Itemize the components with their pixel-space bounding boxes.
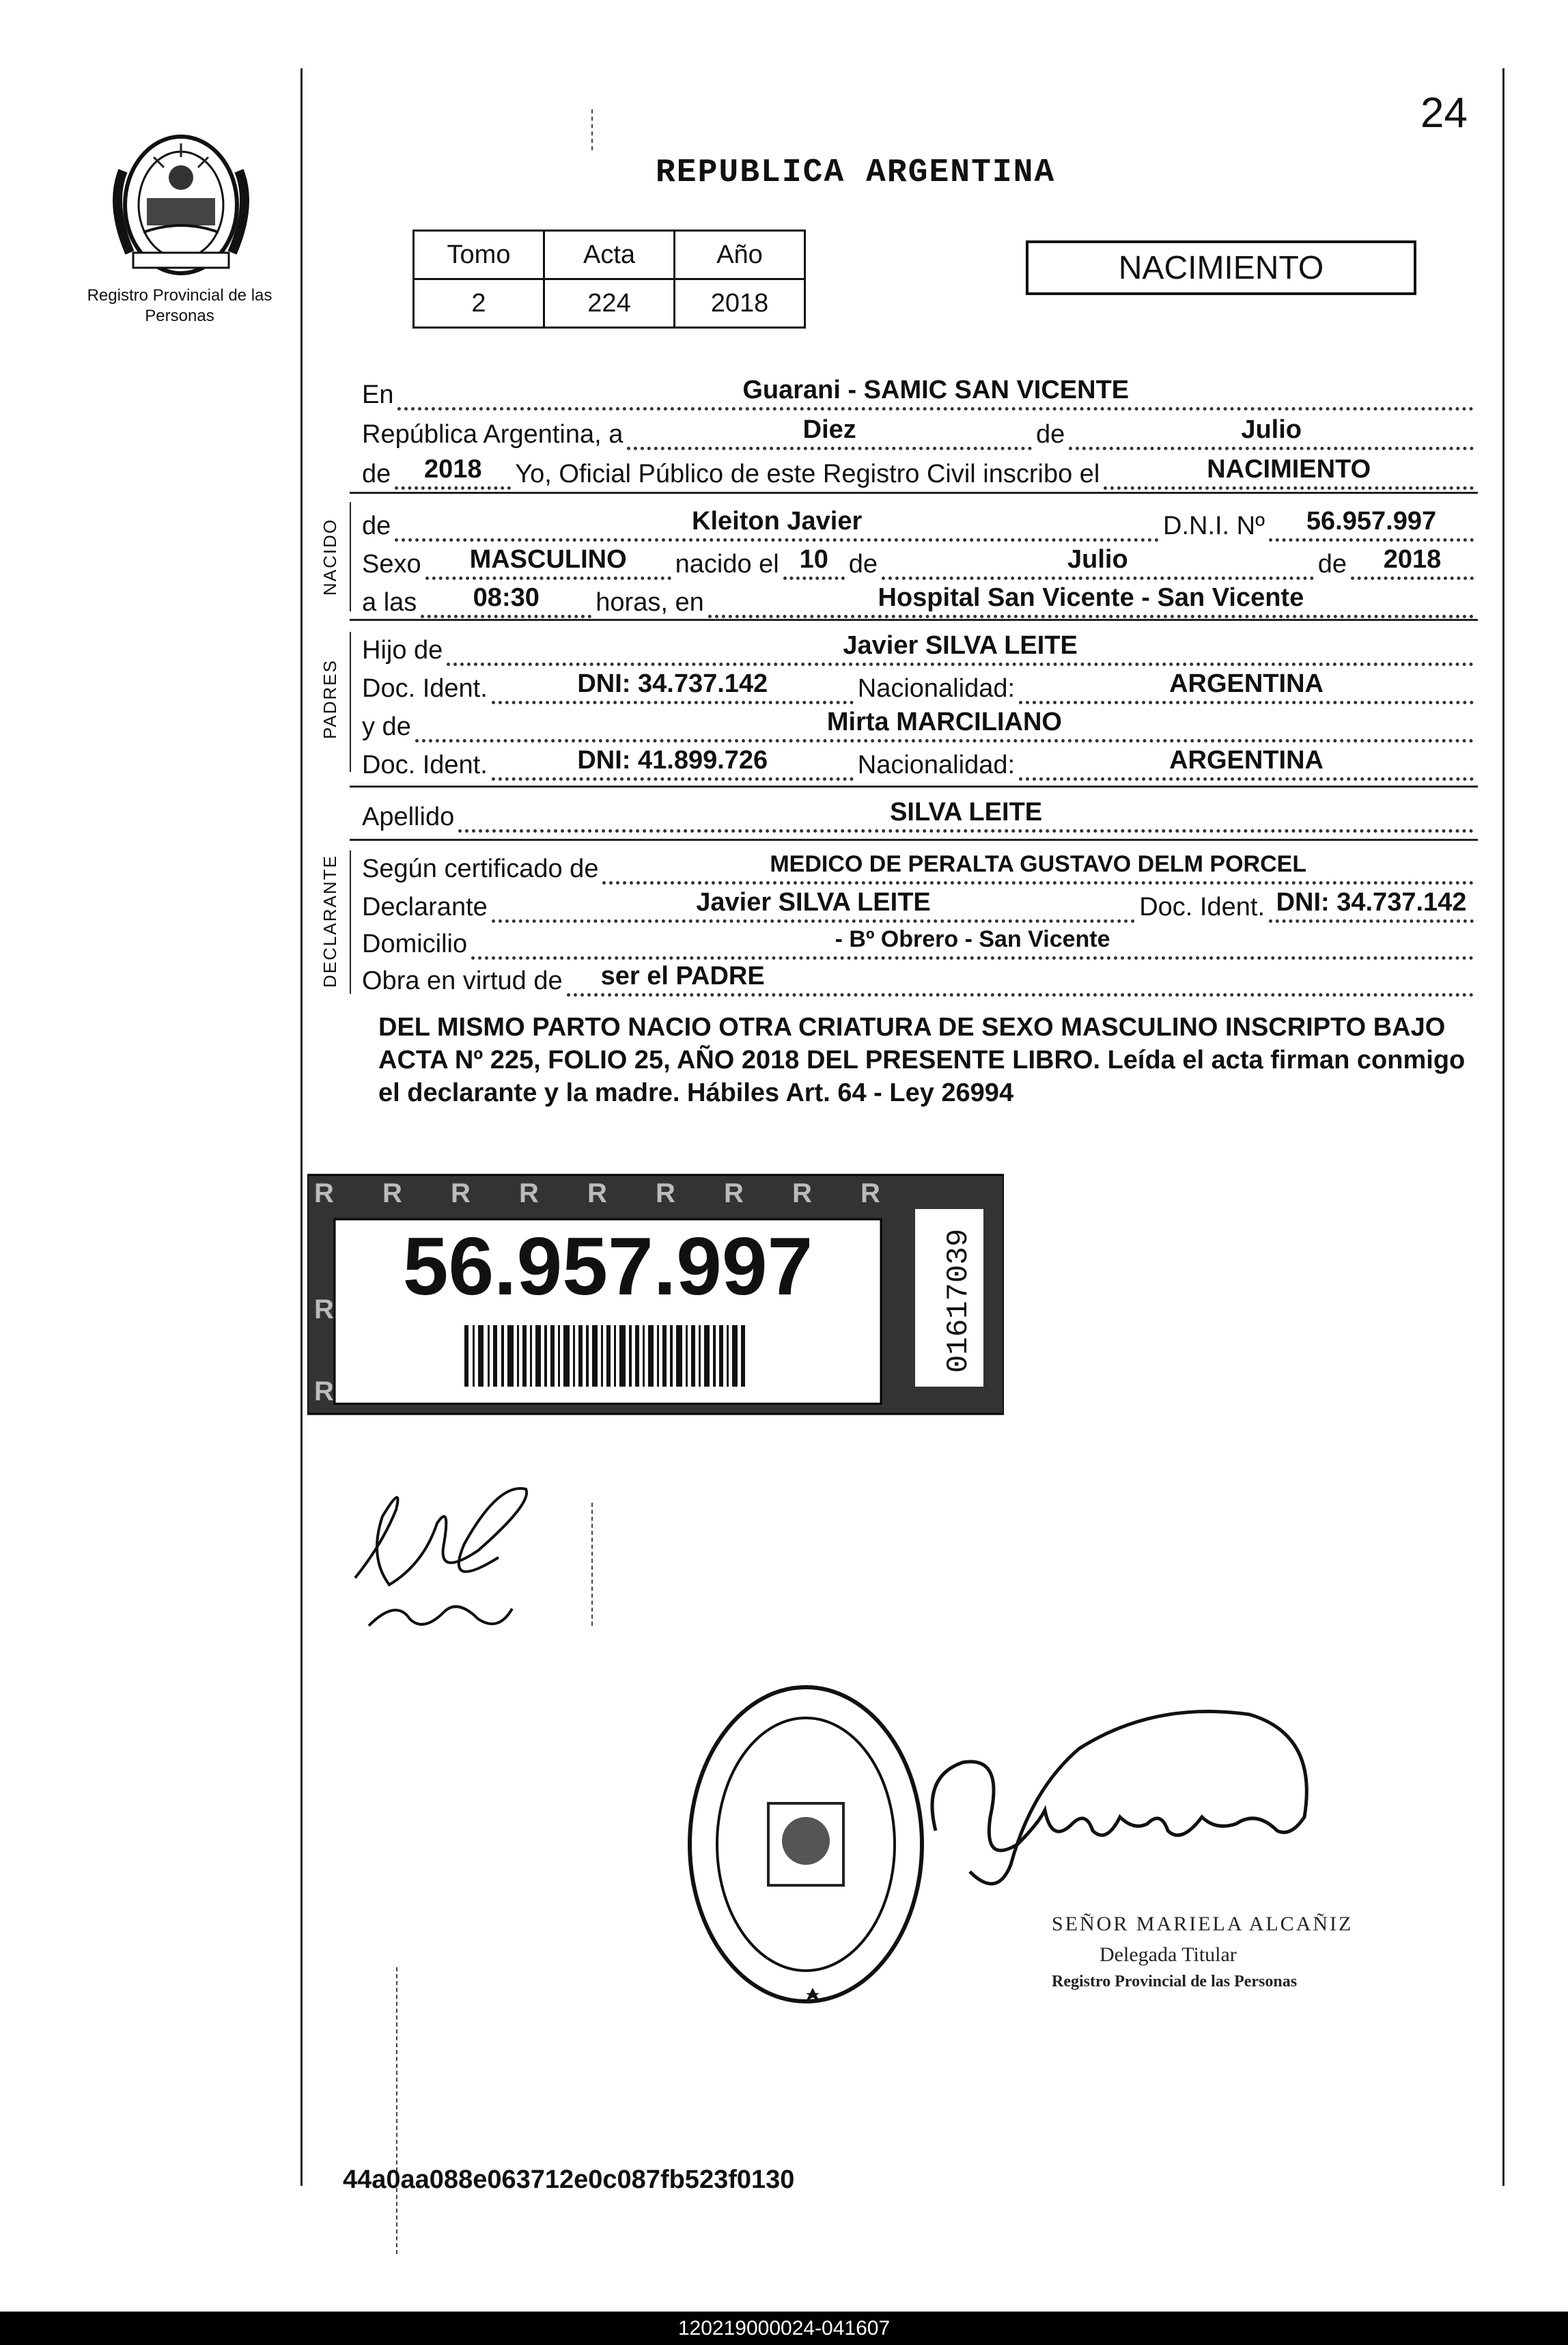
ano-header: Año: [675, 231, 805, 279]
section-divider-3: [350, 786, 1478, 788]
birth-place: Hospital San Vicente - San Vicente: [708, 582, 1474, 618]
obra-value: ser el PADRE: [567, 960, 1474, 997]
nacido-sexo-row: [362, 544, 1478, 580]
section-divider-2: [350, 619, 1478, 621]
de-label-2: de: [848, 550, 878, 579]
event-value: NACIMIENTO: [1104, 454, 1474, 490]
father-nationality-label: Nacionalidad:: [857, 674, 1016, 703]
apellido-row: [362, 796, 1478, 833]
document-title: REPUBLICA ARGENTINA: [656, 154, 1056, 191]
tomo-header: Tomo: [414, 231, 544, 279]
svg-text:R: R: [314, 1376, 334, 1406]
de-label: de: [1036, 420, 1065, 449]
tomo-value: 2: [414, 279, 544, 328]
left-margin-line: [300, 68, 303, 2186]
acta-header: Acta: [544, 231, 675, 279]
nacido-time-row: [362, 582, 1478, 618]
misiones-coat-of-arms-logo: [102, 130, 260, 280]
section-divider: [350, 492, 1478, 494]
apellido-value: SILVA LEITE: [458, 796, 1474, 833]
father-doc: DNI: 34.737.142: [492, 668, 854, 704]
date-row: [362, 414, 1478, 450]
registry-note: DEL MISMO PARTO NACIO OTRA CRIATURA DE SEXO MASCULINO INSCRIPTO BAJO ACTA Nº 225, FOLIO 25, AÑO 2018 DEL PRESENTE LIBRO. Leída el acta firman conmigo el declarante y la madre. Hábiles Art. 64 - Ley 26994: [378, 1013, 1466, 1107]
dni-label: D.N.I. Nº: [1163, 512, 1265, 540]
declarante-doc-label: Doc. Ident.: [1139, 893, 1265, 921]
birth-time: 08:30: [421, 582, 591, 618]
svg-text:R: R: [860, 1178, 880, 1208]
sticker-serial: 01617039: [942, 1228, 976, 1373]
record-type-box: NACIMIENTO: [1026, 240, 1416, 295]
horas-label: horas, en: [596, 588, 704, 617]
svg-text:R: R: [724, 1178, 744, 1208]
declarante-value: Javier SILVA LEITE: [492, 887, 1135, 923]
declarante-section-label: DECLARANTE: [320, 855, 340, 988]
mother-name: Mirta MARCILIANO: [415, 706, 1474, 743]
domicilio-label: Domicilio: [362, 930, 468, 958]
father-row: [362, 630, 1478, 666]
svg-text:R: R: [792, 1178, 812, 1208]
svg-text:R: R: [314, 1178, 334, 1208]
de-year-label: de: [362, 460, 391, 488]
father-doc-row: [362, 668, 1478, 704]
place-value: Guarani - SAMIC SAN VICENTE: [397, 374, 1474, 411]
nacido-el-label: nacido el: [675, 550, 779, 579]
nacido-section-label: NACIDO: [320, 518, 340, 596]
svg-text:R: R: [519, 1178, 539, 1208]
nacido-bracket: [350, 502, 351, 611]
hijo-de-label: Hijo de: [362, 636, 443, 665]
mother-row: [362, 706, 1478, 743]
svg-text:R: R: [587, 1178, 607, 1208]
certificate-row: [362, 848, 1478, 885]
dni-number-sticker: [307, 1168, 1004, 1421]
child-name: Kleiton Javier: [395, 505, 1159, 542]
obra-label: Obra en virtud de: [362, 967, 563, 995]
declarante-bracket: [350, 850, 351, 994]
mother-doc-label: Doc. Ident.: [362, 751, 488, 779]
republica-label: República Argentina, a: [362, 420, 624, 449]
official-name: SEÑOR MARIELA ALCAÑIZ: [1052, 1913, 1354, 1935]
official-text: Yo, Oficial Público de este Registro Civil inscribo el: [515, 460, 1100, 488]
footer-id-bar: 120219000024-041607: [0, 2312, 1568, 2345]
right-margin-line: [1502, 68, 1504, 2186]
apellido-label: Apellido: [362, 803, 455, 831]
declarant-signature: [341, 1462, 546, 1639]
logo-caption: Registro Provincial de las Personas: [87, 286, 272, 325]
official-organization: Registro Provincial de las Personas: [1052, 1973, 1298, 1990]
section-divider-4: [350, 839, 1478, 841]
mother-nationality: ARGENTINA: [1019, 745, 1474, 781]
page-number: 24: [1420, 89, 1468, 137]
father-nationality: ARGENTINA: [1019, 668, 1474, 704]
mother-doc: DNI: 41.899.726: [492, 745, 854, 781]
svg-text:R: R: [382, 1178, 402, 1208]
register-table: [412, 230, 806, 329]
mother-nationality-label: Nacionalidad:: [857, 751, 1016, 779]
official-signature: [908, 1694, 1386, 1913]
center-fold-mark-2: [591, 1503, 593, 1626]
ano-value: 2018: [675, 279, 805, 328]
padres-bracket: [350, 632, 351, 772]
father-doc-label: Doc. Ident.: [362, 674, 488, 703]
mother-doc-row: [362, 745, 1478, 781]
declarante-label: Declarante: [362, 893, 488, 921]
svg-text:R: R: [314, 1294, 334, 1324]
day-text: Diez: [627, 414, 1032, 450]
birth-year: 2018: [1351, 544, 1474, 580]
year-value: 2018: [395, 454, 511, 490]
sticker-dni-number: 56.957.997: [402, 1221, 813, 1312]
domicilio-value: - Bº Obrero - San Vicente: [471, 924, 1474, 960]
official-seal: [683, 1680, 929, 2008]
left-fold-mark: [396, 1967, 397, 2254]
official-row: [362, 454, 1478, 490]
y-de-label: y de: [362, 712, 411, 741]
acta-value: 224: [544, 279, 675, 328]
center-fold-mark: [591, 109, 593, 150]
cert-label: Según certificado de: [362, 855, 599, 883]
obra-row: [362, 960, 1478, 997]
official-role: Delegada Titular: [1100, 1943, 1237, 1966]
sexo-label: Sexo: [362, 550, 421, 579]
father-name: Javier SILVA LEITE: [447, 630, 1474, 666]
place-row: [362, 374, 1478, 411]
domicilio-row: [362, 924, 1478, 960]
declarante-row: [362, 887, 1478, 923]
document-hash: 44a0aa088e063712e0c087fb523f0130: [343, 2165, 795, 2194]
child-dni: 56.957.997: [1269, 505, 1474, 542]
nacido-de-label: de: [362, 512, 391, 540]
nacido-name-row: [362, 505, 1478, 542]
birth-month: Julio: [882, 544, 1314, 580]
sexo-value: MASCULINO: [425, 544, 671, 580]
svg-text:R: R: [656, 1178, 675, 1208]
de-label-3: de: [1317, 550, 1347, 579]
padres-section-label: PADRES: [320, 659, 340, 739]
month-text: Julio: [1069, 414, 1474, 450]
declarante-doc: DNI: 34.737.142: [1269, 887, 1474, 923]
birth-day: 10: [783, 544, 845, 580]
svg-text:R: R: [451, 1178, 471, 1208]
cert-value: MEDICO DE PERALTA GUSTAVO DELM PORCEL: [602, 848, 1474, 885]
a-las-label: a las: [362, 588, 417, 617]
en-label: En: [362, 380, 394, 409]
